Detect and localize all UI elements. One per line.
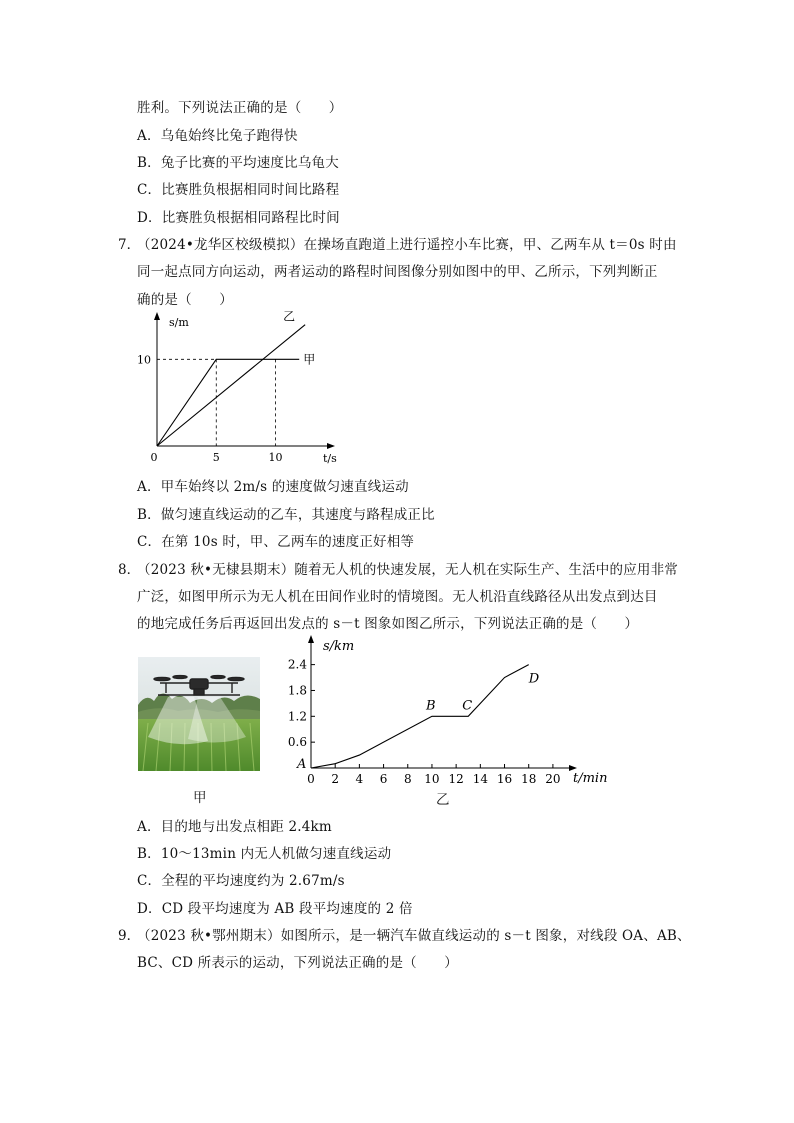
x-tick-label: 12 [448,772,464,786]
series-line [311,665,529,768]
series-line-jia [157,359,299,446]
y-axis-arrow [154,312,160,320]
q8-stem-line-3: 的地完成任务后再返回出发点的 s－t 图象如图乙所示，下列说法正确的是（ ） [137,616,639,632]
y-axis-label: s/m [169,316,189,329]
q8-option-d: D．CD 段平均速度为 AB 段平均速度的 2 倍 [137,901,413,917]
q7-option-b: B．做匀速直线运动的乙车，其速度与路程成正比 [137,507,435,523]
q8-stem-line-2: 广泛，如图甲所示为无人机在田间作业时的情境图。无人机沿直线路径从出发点到达目 [137,589,658,605]
q8-option-b: B．10～13min 内无人机做匀速直线运动 [137,846,392,862]
point-label-c: C [462,698,473,714]
point-label-a: A [297,757,307,772]
y-tick-label: 1.2 [287,709,307,724]
x-tick-label: 4 [355,772,364,786]
x-axis-label: t/min [573,771,608,786]
x-tick-label: 6 [379,772,388,786]
x-tick-label: 10 [268,451,283,464]
x-axis-arrow [327,443,335,449]
q7-option-a: A．甲车始终以 2m/s 的速度做匀速直线运动 [137,479,409,495]
y-tick-label: 0.6 [287,735,307,750]
x-tick-label: 0 [307,772,315,786]
x-tick-label: 8 [403,772,412,786]
x-tick-label: 16 [496,772,513,786]
q8-option-c: C．全程的平均速度约为 2.67m/s [137,873,345,889]
series-label-jia: 甲 [303,352,316,367]
q9-stem-line-1: （2023 秋•鄂州期末）如图所示，是一辆汽车做直线运动的 s－t 图象，对线段 OA、AB、 [137,928,691,944]
q9-stem-line-2: BC、CD 所表示的运动，下列说法正确的是（ ） [137,955,458,971]
chart-caption: 乙 [436,792,450,808]
q6-stem-continuation: 胜利。下列说法正确的是（ ） [137,100,343,116]
q7-stem-line-3: 确的是（ ） [137,292,233,308]
y-axis-label: s/km [323,639,355,654]
y-axis-arrow [308,635,314,643]
x-tick-label: 20 [545,772,561,786]
photo-caption: 甲 [193,790,207,806]
x-tick-label: 14 [472,772,488,786]
x-tick-label: 2 [331,772,340,786]
y-tick-label: 1.8 [287,683,307,698]
x-axis-label: t/s [323,452,337,465]
q7-stem-line-2: 同一起点同方向运动，两者运动的路程时间图像分别如图中的甲、乙所示，下列判断正 [137,264,658,280]
x-tick-label: 18 [521,772,537,786]
series-label-yi: 乙 [283,309,296,324]
x-tick-label: 0 [150,451,158,464]
q8-st-graph [287,632,608,792]
q6-option-d: D．比赛胜负根据相同路程比时间 [137,210,340,226]
q6-option-c: C．比赛胜负根据相同时间比路程 [137,182,340,198]
point-label-b: B [425,698,436,714]
q8-number: 8． [118,562,141,578]
x-tick-label: 5 [212,451,220,464]
q7-option-c: C．在第 10s 时，甲、乙两车的速度正好相等 [137,534,415,550]
q7-st-graph [130,308,337,468]
q8-stem-line-1: （2023 秋•无棣县期末）随着无人机的快速发展，无人机在实际生产、生活中的应用非常 [137,562,679,578]
drone-photo [138,657,260,771]
series-line-yi [157,325,305,446]
q6-option-a: A．乌龟始终比兔子跑得快 [137,128,298,144]
x-tick-label: 10 [424,772,440,786]
q8-option-a: A．目的地与出发点相距 2.4km [137,819,332,835]
point-label-d: D [528,671,540,687]
q6-option-b: B．兔子比赛的平均速度比乌龟大 [137,155,339,171]
q9-number: 9． [118,928,141,944]
q7-number: 7． [118,237,141,253]
y-tick-label: 10 [137,353,151,367]
q7-stem-line-1: （2024•龙华区校级模拟）在操场直跑道上进行遥控小车比赛，甲、乙两车从 t＝0s 时由 [137,237,677,253]
y-tick-label: 2.4 [287,657,307,672]
